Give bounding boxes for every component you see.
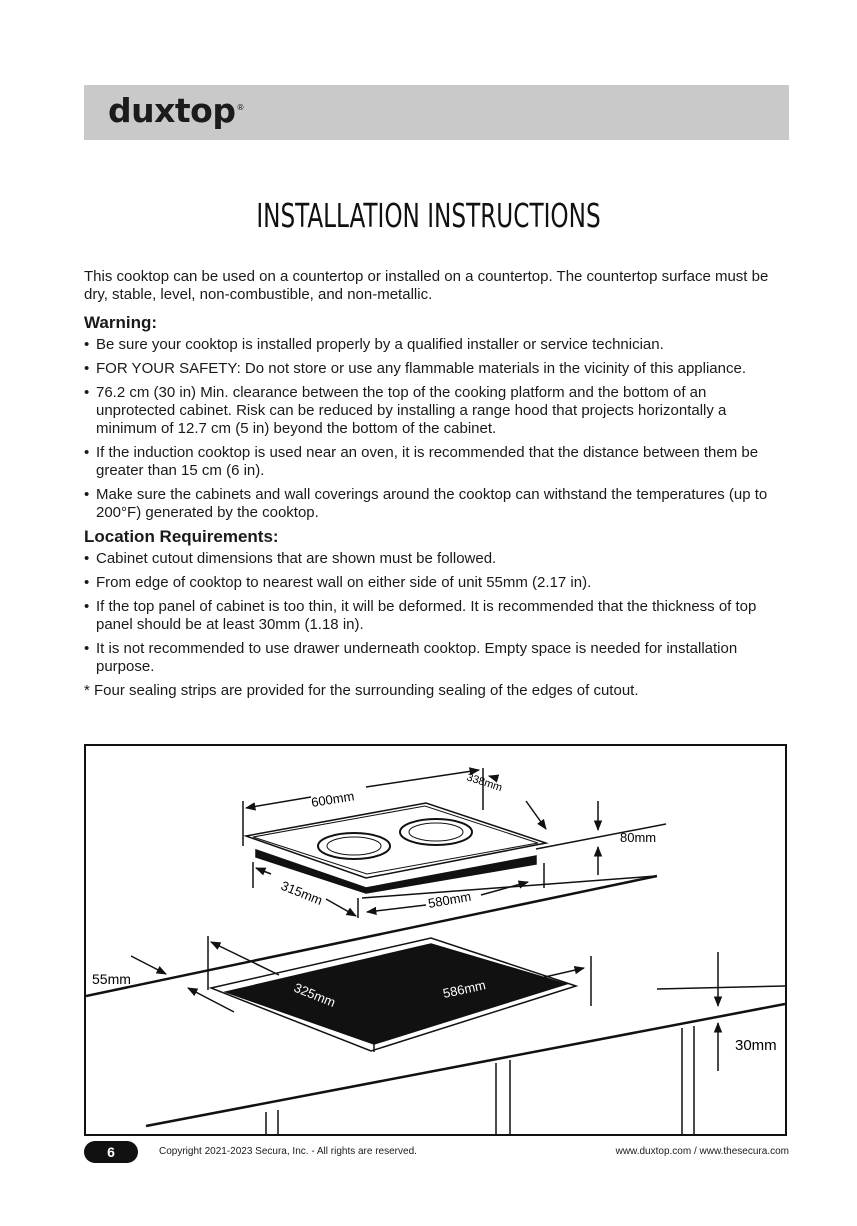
dim-338mm: 338mm — [465, 771, 504, 795]
dim-315mm: 315mm — [278, 877, 325, 909]
cutout-hole — [226, 944, 566, 1044]
warning-item: • If the induction cooktop is used near an oven, it is recommended that the distance between them be greater than 15 cm (6 in). — [84, 444, 789, 480]
brand-logo: duxtop® — [108, 91, 244, 130]
location-item: • From edge of cooktop to nearest wall on either side of unit 55mm (2.17 in). — [84, 574, 789, 592]
location-item: • It is not recommended to use drawer underneath cooktop. Empty space is needed for installation purpose. — [84, 640, 789, 676]
dim-586mm: 586mm — [441, 977, 488, 1001]
warning-list — [84, 336, 789, 522]
warning-item: • 76.2 cm (30 in) Min. clearance between the top of the cooking platform and the bottom of an unprotected cabinet. Risk can be reduced by installing a range hood that projects horizontally a minimum of 12.7 cm (5 in) beyond the bottom of the cabinet. — [84, 384, 789, 438]
installation-diagram-svg — [86, 746, 785, 1134]
intro-paragraph: This cooktop can be used on a countertop or installed on a countertop. The countertop surface must be dry, stable, level, non-combustible, and non-metallic. — [84, 268, 769, 303]
dim-580mm: 580mm — [426, 888, 473, 911]
dim-600mm: 600mm — [310, 788, 356, 810]
dim-55mm: 55mm — [92, 971, 131, 987]
website-links: www.duxtop.com / www.thesecura.com — [615, 1146, 789, 1157]
dim-30mm: 30mm — [735, 1037, 777, 1054]
location-item: • If the top panel of cabinet is too thin, it will be deformed. It is recommended that the thickness of top panel should be at least 30mm (1.18 in). — [84, 598, 789, 634]
footer — [84, 1141, 789, 1163]
warning-item: • FOR YOUR SAFETY: Do not store or use any flammable materials in the vicinity of this appliance. — [84, 360, 789, 378]
header-bar — [84, 85, 789, 140]
installation-diagram — [84, 744, 787, 1136]
dim-325mm: 325mm — [291, 979, 338, 1011]
page-number-badge: 6 — [84, 1141, 138, 1163]
warning-heading: Warning: — [84, 313, 158, 332]
warning-item: • Make sure the cabinets and wall coverings around the cooktop can withstand the temperatures (up to 200°F) generated by the cooktop. — [84, 486, 789, 522]
warning-item: • Be sure your cooktop is installed properly by a qualified installer or service technician. — [84, 336, 789, 354]
location-list — [84, 550, 789, 676]
main-content — [84, 268, 789, 700]
page-title: INSTALLATION INSTRUCTIONS — [256, 196, 601, 235]
copyright-text: Copyright 2021-2023 Secura, Inc. - All rights are reserved. — [159, 1146, 417, 1157]
sealing-note: * Four sealing strips are provided for the surrounding sealing of the edges of cutout. — [84, 682, 639, 699]
dim-80mm: 80mm — [620, 830, 657, 845]
location-item: • Cabinet cutout dimensions that are shown must be followed. — [84, 550, 789, 568]
location-heading: Location Requirements: — [84, 527, 279, 546]
